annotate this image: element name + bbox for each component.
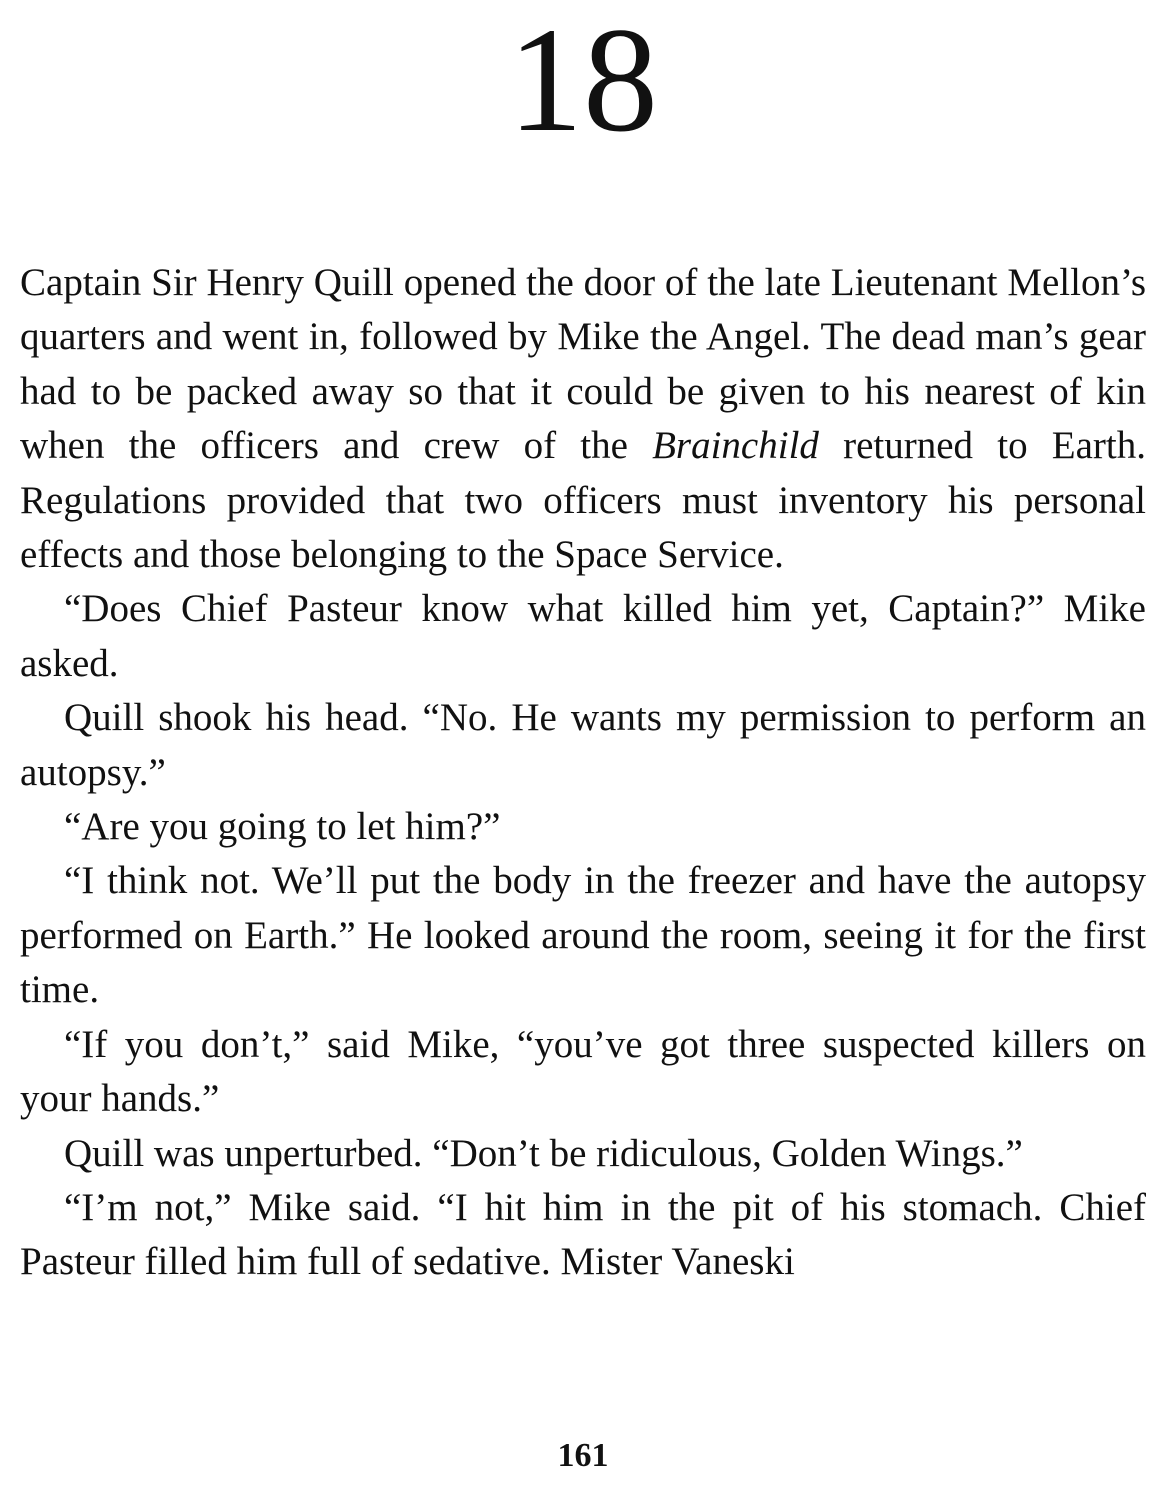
- paragraph: “Does Chief Pasteur know what killed him yet, Captain?” Mike asked.: [20, 587, 1146, 685]
- paragraph: [20, 256, 1146, 582]
- paragraph: “If you don’t,” said Mike, “you’ve got three suspected killers on your hands.”: [20, 1022, 1146, 1121]
- chapter-number: 18: [508, 0, 658, 163]
- paragraph: “Are you going to let him?”: [64, 805, 501, 849]
- page-number: 161: [557, 1437, 609, 1474]
- paragraph: Quill shook his head. “No. He wants my permission to perform an autopsy.”: [20, 696, 1146, 794]
- paragraph: Quill was unperturbed. “Don’t be ridiculous, Golden Wings.”: [64, 1131, 1023, 1175]
- paragraph-text: returned to Earth. Regulations provided that two officers must inventory his personal effects and those belonging to the Space Service.: [20, 424, 1146, 577]
- chapter-body: [20, 256, 1146, 1290]
- paragraph-text: Captain Sir Henry Quill opened the door of the late Lieutenant Mellon’s quarters and went in, followed by Mike the Angel. The dead man’s gear had to be packed away so that it could be given to his nearest of kin when the officers and crew of the: [20, 261, 1146, 468]
- paragraph: “I’m not,” Mike said. “I hit him in the pit of his stomach. Chief Pasteur filled him full of sedative. Mister Vaneski: [20, 1185, 1146, 1284]
- paragraph: “I think not. We’ll put the body in the freezer and have the autopsy performed on Earth.” He looked around the room, seeing it for the first time.: [20, 859, 1146, 1012]
- ship-name: Brainchild: [652, 424, 819, 468]
